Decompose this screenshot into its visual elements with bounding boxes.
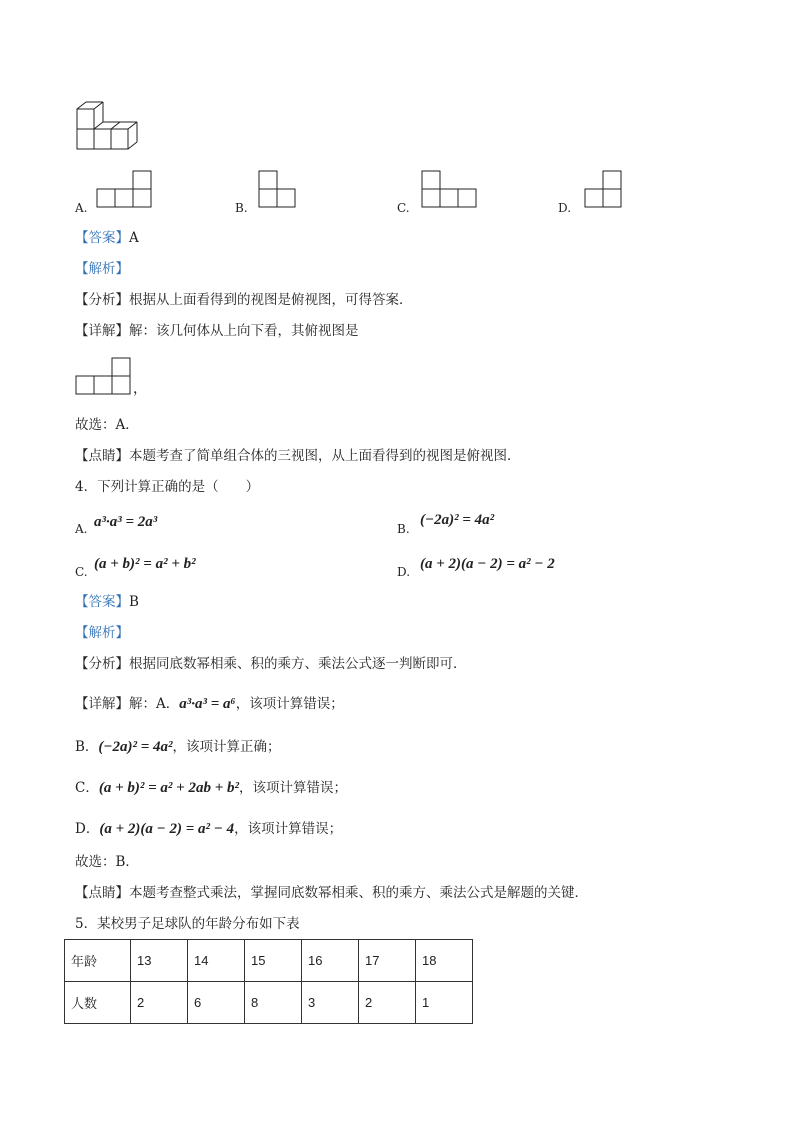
fenxi-text: 根据从上面看得到的视图是俯视图，可得答案． <box>129 292 413 308</box>
detail-d-expr: (a + 2)(a − 2) = a² − 4 <box>99 821 235 837</box>
detail-a-prefix: 解：A． <box>129 696 180 712</box>
table-cell: 17 <box>359 940 416 982</box>
q3-comment <box>75 447 521 465</box>
comment-text: 本题考查了简单组合体的三视图，从上面看得到的视图是俯视图． <box>129 448 521 464</box>
table-cell: 3 <box>302 982 359 1024</box>
answer-tag: 【答案】 <box>75 594 129 610</box>
table-cell: 15 <box>245 940 302 982</box>
detail-d-prefix: D． <box>75 821 100 837</box>
q4-option-d-expr: (a + 2)(a − 2) = a² − 2 <box>420 556 555 572</box>
figure-comma: ， <box>133 381 147 397</box>
answer-tag: 【答案】 <box>75 230 129 246</box>
q5-stem: 5．某校男子足球队的年龄分布如下表 <box>75 916 300 932</box>
analysis-tag: 【解析】 <box>75 625 129 641</box>
comment-text: 本题考查整式乘法，掌握同底数幂相乘、积的乘方、乘法公式是解题的关键． <box>129 885 588 901</box>
detail-text: 解：该几何体从上向下看，其俯视图是 <box>129 323 359 339</box>
comment-tag: 【点睛】 <box>75 885 129 901</box>
q4-option-b-expr: (−2a)² = 4a² <box>420 512 495 528</box>
table-row <box>65 982 473 1024</box>
q3-detail <box>75 322 359 340</box>
q4-option-c-label: C. <box>75 565 88 579</box>
comment-tag: 【点睛】 <box>75 448 129 464</box>
age-table <box>64 939 473 1024</box>
detail-d-suffix: ，该项计算错误； <box>234 821 343 837</box>
q4-option-a-expr: a³·a³ = 2a³ <box>94 514 158 530</box>
q4-answer <box>75 593 139 611</box>
table-cell: 8 <box>245 982 302 1024</box>
q4-option-d-label: D. <box>397 565 411 579</box>
detail-tag: 【详解】 <box>75 696 129 712</box>
q4-detail-a <box>75 695 344 713</box>
detail-a-expr: a³·a³ = a⁶ <box>179 696 236 712</box>
option-c-label: C. <box>397 201 410 215</box>
q4-detail-b <box>75 738 281 756</box>
option-a-label: A. <box>75 201 88 215</box>
table-head-count: 人数 <box>65 982 131 1024</box>
table-cell: 2 <box>359 982 416 1024</box>
table-cell: 16 <box>302 940 359 982</box>
top-view-figure <box>74 355 134 397</box>
fenxi-tag: 【分析】 <box>75 656 129 672</box>
table-row <box>65 940 473 982</box>
option-d-figure <box>583 169 623 209</box>
detail-a-suffix: ，该项计算错误； <box>235 696 344 712</box>
q3-analysis-heading <box>75 260 129 278</box>
table-cell: 14 <box>188 940 245 982</box>
q4-analysis-heading <box>75 624 129 642</box>
fenxi-text: 根据同底数幂相乘、积的乘方、乘法公式逐一判断即可． <box>129 656 467 672</box>
q4-detail-d <box>75 820 342 838</box>
detail-b-suffix: ，该项计算正确； <box>172 739 281 755</box>
q3-choose: 故选：A． <box>75 417 139 433</box>
option-b-figure <box>257 169 297 209</box>
q4-detail-c <box>75 779 347 797</box>
solid-figure <box>72 100 150 152</box>
detail-tag: 【详解】 <box>75 323 129 339</box>
q4-stem: 4．下列计算正确的是（ ） <box>75 479 260 495</box>
detail-c-prefix: C． <box>75 780 99 796</box>
table-cell: 18 <box>416 940 473 982</box>
table-head-age: 年龄 <box>65 940 131 982</box>
q3-answer <box>75 229 139 247</box>
option-c-figure <box>420 169 478 209</box>
q4-fenxi <box>75 655 467 673</box>
q4-option-c-expr: (a + b)² = a² + b² <box>94 556 196 572</box>
table-cell: 2 <box>131 982 188 1024</box>
table-cell: 1 <box>416 982 473 1024</box>
q3-fenxi <box>75 291 413 309</box>
detail-b-expr: (−2a)² = 4a² <box>98 739 173 755</box>
detail-c-expr: (a + b)² = a² + 2ab + b² <box>98 780 240 796</box>
answer-value: A <box>129 230 139 246</box>
table-cell: 13 <box>131 940 188 982</box>
q4-option-b-label: B. <box>397 522 410 536</box>
option-b-label: B. <box>235 201 248 215</box>
q4-choose: 故选：B． <box>75 854 139 870</box>
option-d-label: D. <box>558 201 572 215</box>
table-cell: 6 <box>188 982 245 1024</box>
answer-value: B <box>129 594 139 610</box>
detail-b-prefix: B． <box>75 739 99 755</box>
fenxi-tag: 【分析】 <box>75 292 129 308</box>
detail-c-suffix: ，该项计算错误； <box>239 780 348 796</box>
q4-option-a-label: A. <box>75 522 88 536</box>
q4-comment <box>75 884 588 902</box>
analysis-tag: 【解析】 <box>75 261 129 277</box>
option-a-figure <box>96 169 154 209</box>
